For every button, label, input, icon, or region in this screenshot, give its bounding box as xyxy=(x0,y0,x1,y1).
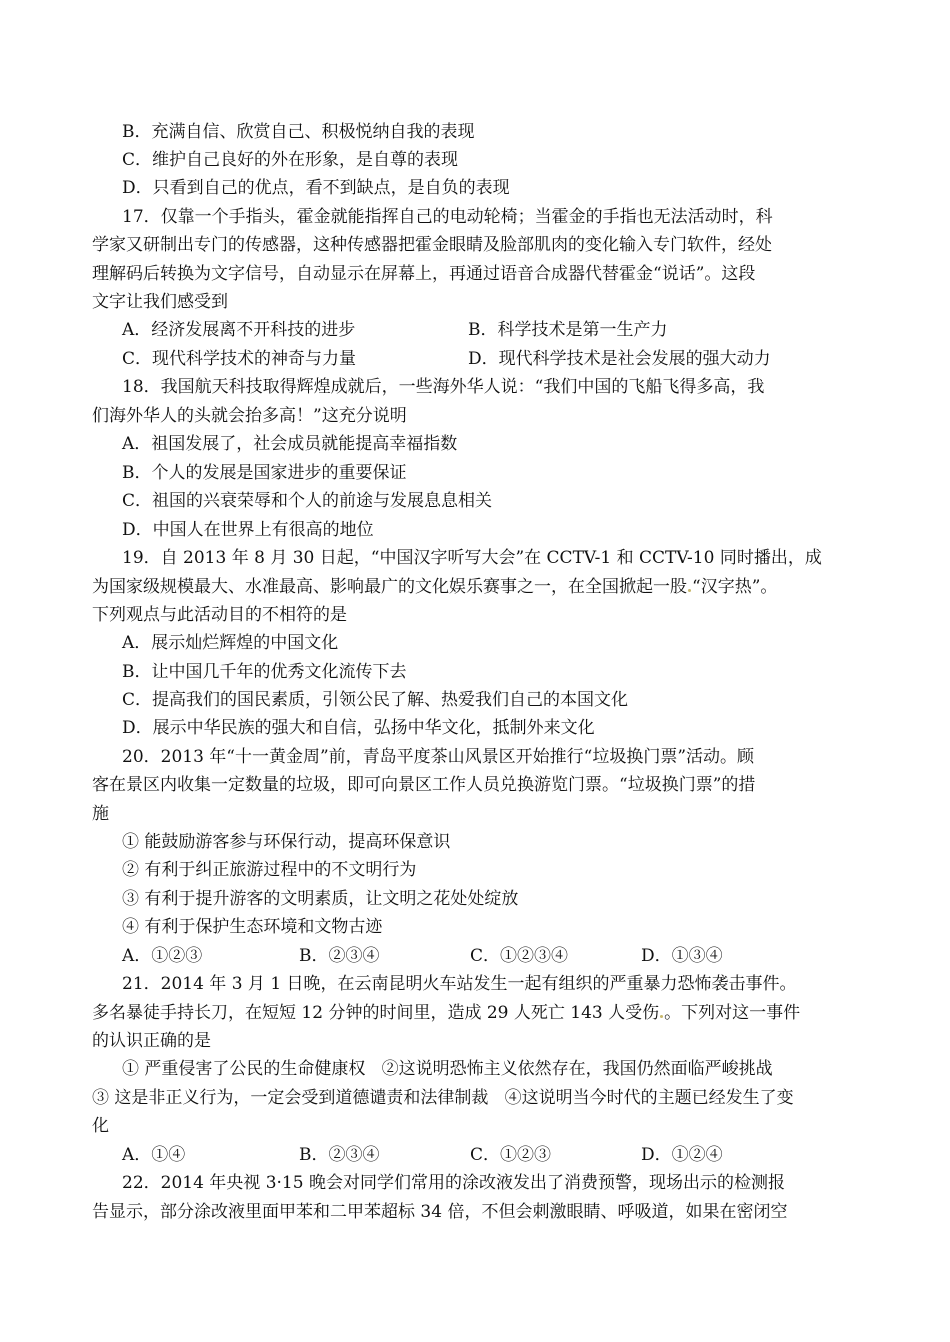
q21-option-a: A．①④ xyxy=(122,1145,186,1165)
q17-option-d: D．现代科学技术是社会发展的强大动力 xyxy=(468,349,771,369)
q21-stem-text: 。下列对这一事件 xyxy=(664,1003,801,1023)
q18-stem-line: 18．我国航天科技取得辉煌成就后，一些海外华人说：“我们中国的飞船飞得多高，我 xyxy=(122,377,765,397)
q17-stem-line: 理解码后转换为文字信号，自动显示在屏幕上，再通过语音合成器代替霍金“说话”。这段 xyxy=(92,264,756,284)
q19-stem-line: 下列观点与此活动目的不相符的是 xyxy=(92,605,347,625)
prev-option-b: B．充满自信、欣赏自己、积极悦纳自我的表现 xyxy=(122,122,475,142)
q21-statements-3-4: ③ 这是非正义行为，一定会受到道德谴责和法律制裁 ④这说明当今时代的主题已经发生了变 xyxy=(92,1088,794,1108)
q21-option-c: C．①②③ xyxy=(470,1145,552,1165)
prev-option-c: C．维护自己良好的外在形象，是自尊的表现 xyxy=(122,150,459,170)
q17-stem-line: 学家又研制出专门的传感器，这种传感器把霍金眼睛及脸部肌肉的变化输入专门软件，经处 xyxy=(92,235,772,255)
q17-option-b: B．科学技术是第一生产力 xyxy=(468,320,668,340)
q20-option-d: D．①③④ xyxy=(641,946,723,966)
q19-option-c: C．提高我们的国民素质，引领公民了解、热爱我们自己的本国文化 xyxy=(122,690,629,710)
q22-stem-line: 22．2014 年央视 3·15 晚会对同学们常用的涂改液发出了消费预警，现场出示的检测报 xyxy=(122,1173,785,1193)
q21-option-d: D．①②④ xyxy=(641,1145,723,1165)
q21-stem-line: 的认识正确的是 xyxy=(92,1031,211,1051)
q18-option-c: C．祖国的兴衰荣辱和个人的前途与发展息息相关 xyxy=(122,491,493,511)
q20-stem-line: 施 xyxy=(92,804,109,824)
q20-statement-2: ② 有利于纠正旅游过程中的不文明行为 xyxy=(122,860,417,880)
q19-stem-line: 19．自 2013 年 8 月 30 日起，“中国汉字听写大会”在 CCTV-1 和 CCTV-10 同时播出，成 xyxy=(122,548,822,568)
q20-statement-4: ④ 有利于保护生态环境和文物古迹 xyxy=(122,917,383,937)
q20-stem-line: 20．2013 年“十一黄金周”前，青岛平度茶山风景区开始推行“垃圾换门票”活动。顾 xyxy=(122,747,755,767)
q19-stem-text: 为国家级规模最大、水准最高、影响最广的文化娱乐赛事之一，在全国掀起一股 xyxy=(92,577,687,597)
q19-option-a: A．展示灿烂辉煌的中国文化 xyxy=(122,633,339,653)
q21-stem-text: 多名暴徒手持长刀，在短短 12 分钟的时间里，造成 29 人死亡 143 人受伤 xyxy=(92,1003,660,1023)
q20-option-a: A．①②③ xyxy=(122,946,203,966)
q21-statements-3-4-cont: 化 xyxy=(92,1116,109,1136)
q21-stem-line: 21．2014 年 3 月 1 日晚，在云南昆明火车站发生一起有组织的严重暴力恐怖袭击事件。 xyxy=(122,974,797,994)
q20-stem-line: 客在景区内收集一定数量的垃圾，即可向景区工作人员兑换游览门票。“垃圾换门票”的措 xyxy=(92,775,756,795)
q18-option-a: A．祖国发展了，社会成员就能提高幸福指数 xyxy=(122,434,458,454)
q20-statement-1: ① 能鼓励游客参与环保行动，提高环保意识 xyxy=(122,832,451,852)
q21-stem-line xyxy=(92,1003,800,1023)
q20-option-b: B．②③④ xyxy=(299,946,380,966)
q21-option-b: B．②③④ xyxy=(299,1145,380,1165)
q18-option-d: D．中国人在世界上有很高的地位 xyxy=(122,520,374,540)
q18-option-b: B．个人的发展是国家进步的重要保证 xyxy=(122,463,407,483)
q17-stem-line: 17．仅靠一个手指头，霍金就能指挥自己的电动轮椅；当霍金的手指也无法活动时，科 xyxy=(122,207,773,227)
q20-statement-3: ③ 有利于提升游客的文明素质，让文明之花处处绽放 xyxy=(122,889,519,909)
q19-option-b: B．让中国几千年的优秀文化流传下去 xyxy=(122,662,407,682)
q21-statements-1-2: ① 严重侵害了公民的生命健康权 ②这说明恐怖主义依然存在，我国仍然面临严峻挑战 xyxy=(122,1059,773,1079)
stray-dot-mark xyxy=(660,1015,663,1018)
q22-stem-line: 告显示，部分涂改液里面甲苯和二甲苯超标 34 倍，不但会刺激眼睛、呼吸道，如果在密闭空 xyxy=(92,1202,788,1222)
q17-stem-line: 文字让我们感受到 xyxy=(92,292,228,312)
q18-stem-line: 们海外华人的头就会抬多高！”这充分说明 xyxy=(92,406,407,426)
q19-option-d: D．展示中华民族的强大和自信，弘扬中华文化，抵制外来文化 xyxy=(122,718,595,738)
stray-dot-mark xyxy=(688,589,691,592)
q20-option-c: C．①②③④ xyxy=(470,946,569,966)
prev-option-d: D．只看到自己的优点，看不到缺点，是自负的表现 xyxy=(122,178,510,198)
q19-stem-line xyxy=(92,577,777,597)
q17-option-c: C．现代科学技术的神奇与力量 xyxy=(122,349,357,369)
q17-option-a: A．经济发展离不开科技的进步 xyxy=(122,320,356,340)
q19-stem-text: “汉字热”。 xyxy=(692,577,778,597)
